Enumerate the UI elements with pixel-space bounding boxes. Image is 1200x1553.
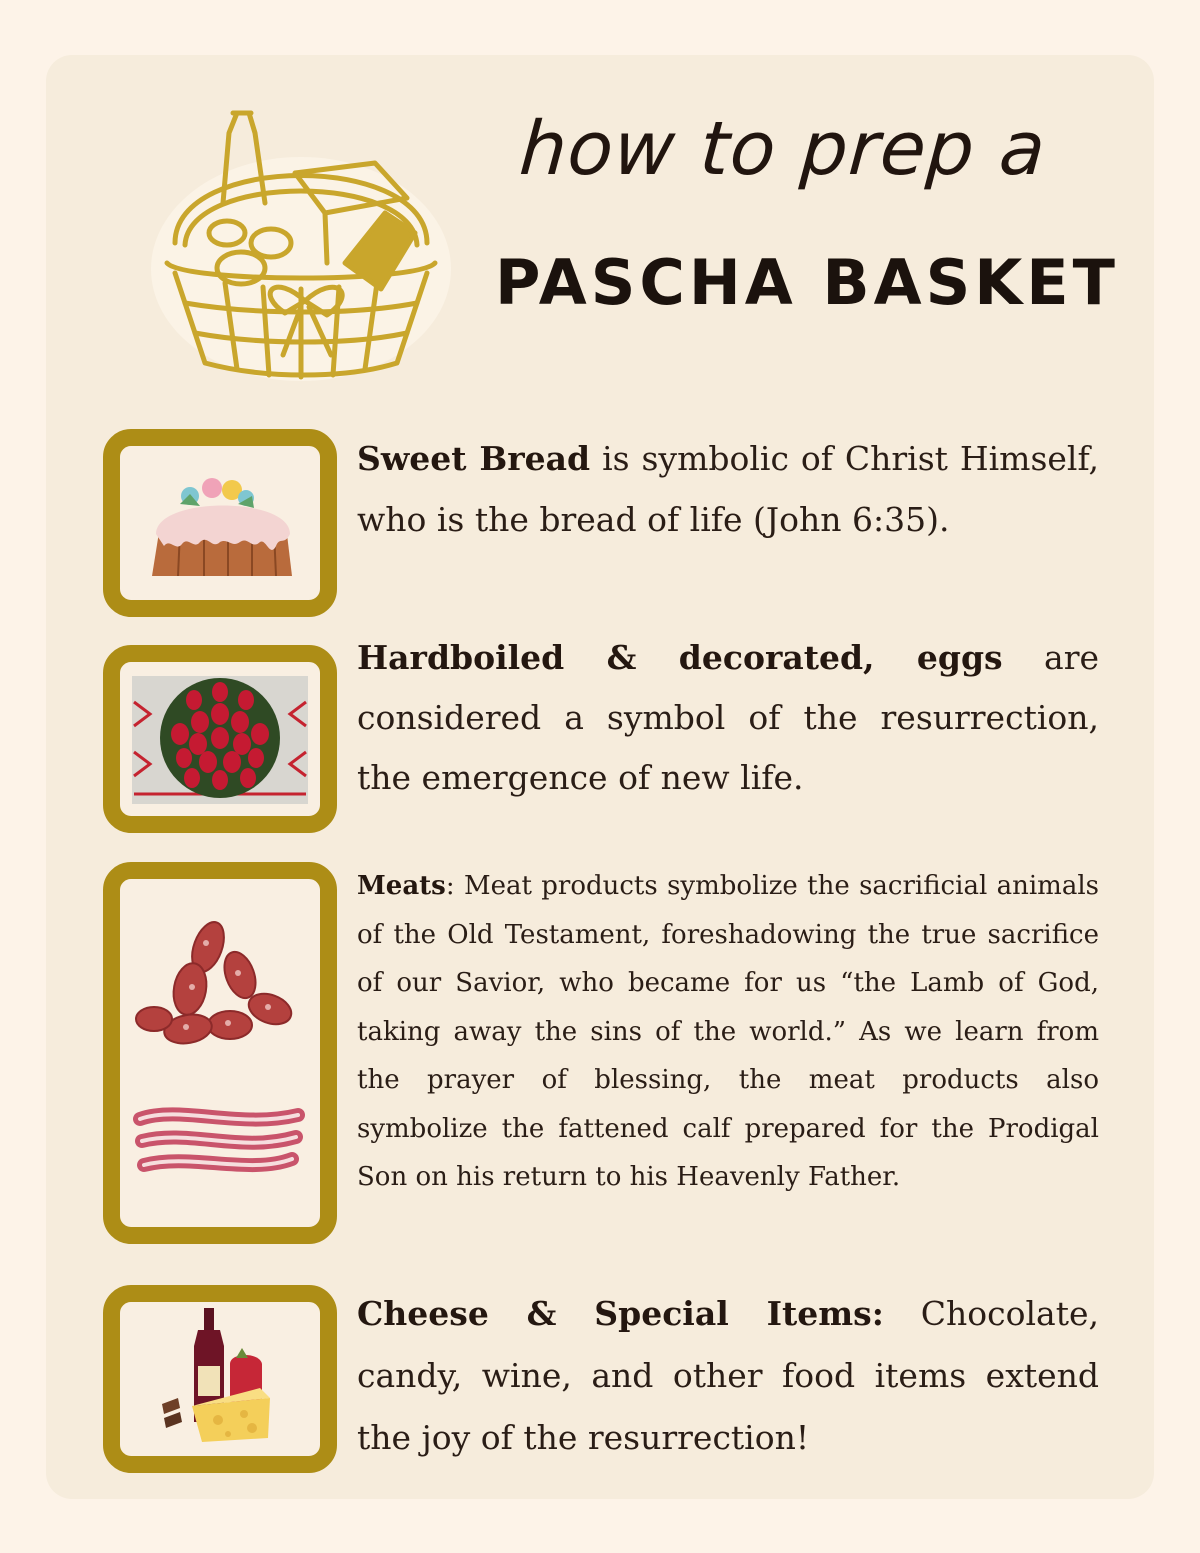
- decorated-eggs-icon: [120, 662, 320, 816]
- eggs-text: [357, 628, 1099, 808]
- eggs-heading: Hardboiled & decorated, eggs: [357, 638, 1003, 677]
- meats-body: : Meat products symbolize the sacrificial animals of the Old Testament, foreshadowing the true sacrifice of our Savior, who became for us “the Lamb of God, taking away the sins of the world.” As we learn from the prayer of blessing, the meat products also symbolize the fattened calf prepared for the Prodigal Son on his return to his Heavenly Father.: [357, 871, 1099, 1192]
- eggs-frame: [103, 645, 337, 833]
- title-line-1: how to prep a: [516, 106, 1049, 192]
- sweet-bread-icon: [120, 446, 320, 600]
- eggs-body: are considered a symbol of the resurrection, the emergence of new life.: [357, 638, 1099, 797]
- meats-text: [357, 862, 1099, 1202]
- cheese-frame: [103, 1285, 337, 1473]
- cheese-heading: Cheese & Special Items:: [357, 1294, 884, 1333]
- sweet-bread-body: is symbolic of Christ Himself, who is the bread of life (John 6:35).: [357, 439, 1099, 539]
- page-title: PASCHA BASKET: [495, 246, 1119, 319]
- sweet-bread-heading: Sweet Bread: [357, 439, 591, 478]
- meats-icon: [120, 879, 320, 1227]
- sweet-bread-frame: [103, 429, 337, 617]
- cheese-text: [357, 1283, 1099, 1469]
- cheese-body: Chocolate, candy, wine, and other food items extend the joy of the resurrection!: [357, 1294, 1100, 1457]
- basket-icon: [145, 93, 457, 385]
- cheese-special-items-icon: [120, 1302, 320, 1456]
- meats-frame: [103, 862, 337, 1244]
- sweet-bread-text: [357, 428, 1099, 550]
- meats-heading: Meats: [357, 871, 446, 901]
